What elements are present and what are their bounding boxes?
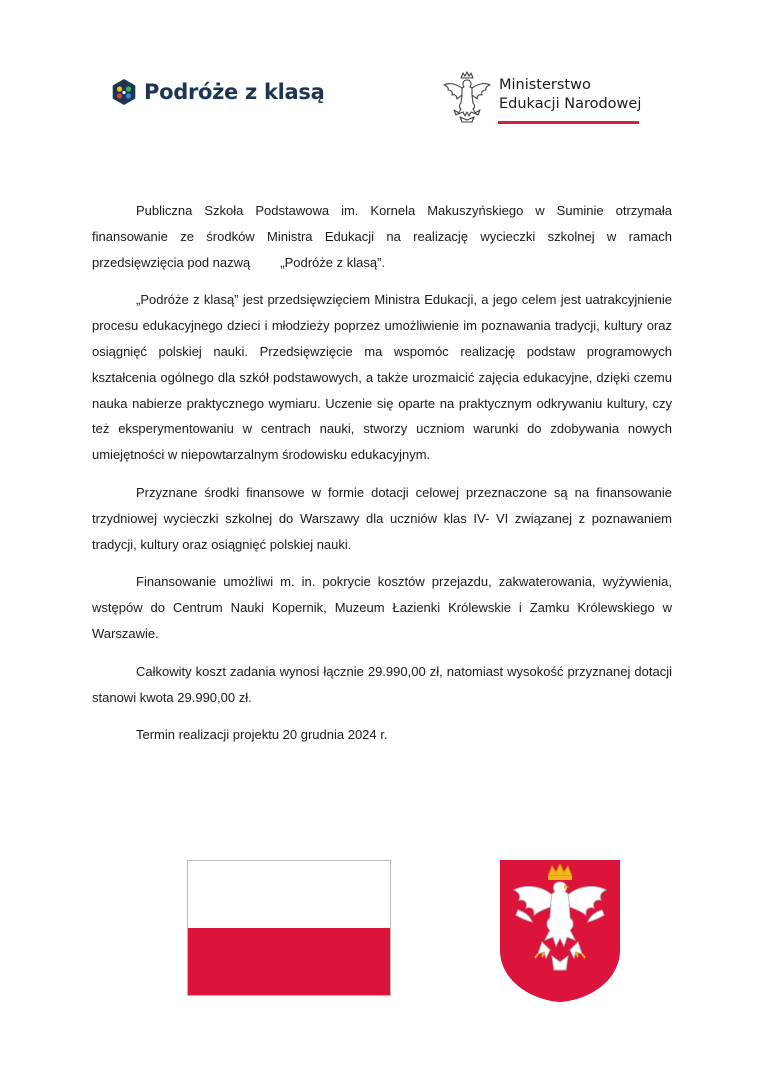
polish-coat-of-arms-icon xyxy=(498,858,622,1004)
paragraph-1-main: Publiczna Szkoła Podstawowa im. Kornela Makuszyńskiego w Suminie otrzymała finansowanie ze środków Ministra Edukacji na realizację wycieczki szkolnej w ramach przedsięwzięcia pod nazwą xyxy=(92,203,672,270)
paragraph-3: Przyznane środki finansowe w formie dotacji celowej przeznaczone są na finansowanie trzydniowej wycieczki szkolnej do Warszawy dla uczniów klas IV- VI związanej z poznawaniem tradycji, kultury oraz osiągnięć polskiej nauki. xyxy=(92,484,672,552)
paragraph-2: „Podróże z klasą” jest przedsięwzięciem Ministra Edukacji, a jego celem jest uatrakcyjnienie procesu edukacyjnego dzieci i młodzieży poprzez umożliwienie im poznawania tradycji, kultury oraz osiągnięć polskiej nauki. Przedsięwzięcie ma wspomóc realizację podstaw programowych kształcenia ogólnego dla szkół podstawowych, a także urozmaicić zajęcia edukacyjne, dzięki czemu nauka nabierze praktycznego wymiaru. Uczenie się oparte na praktycznym odkrywaniu kultury, czy też eksperymentowaniu w centrach nauki, stworzy uczniom warunki do zdobywania nowych umiejętności w niepowtarzalnym środowisku edukacyjnym. xyxy=(92,292,672,463)
paragraph-4: Finansowanie umożliwi m. in. pokrycie kosztów przejazdu, zakwaterowania, wyżywienia, wstępów do Centrum Nauki Kopernik, Muzeum Łazienki Królewskie i Zamku Królewskiego w Warszawie. xyxy=(92,574,672,641)
ministry-name xyxy=(499,76,641,114)
ministry-logo xyxy=(441,70,641,124)
paragraph-5: Całkowity koszt zadania wynosi łącznie 29.990,00 zł, natomiast wysokość przyznanej dotacji stanowi kwota 29.990,00 zł. xyxy=(92,663,672,705)
polish-flag xyxy=(187,860,391,996)
podroze-z-klasa-logo-icon xyxy=(110,78,138,106)
white-eagle-icon xyxy=(441,70,493,124)
paragraph-1 xyxy=(92,198,672,275)
podroze-z-klasa-logo xyxy=(110,78,324,106)
flag-red-stripe xyxy=(188,928,390,995)
document-body xyxy=(92,198,672,760)
ministry-name-line2: Edukacji Narodowej xyxy=(499,96,642,112)
paragraph-1-tail: „Podróże z klasą”. xyxy=(280,254,386,270)
paragraph-6: Termin realizacji projektu 20 grudnia 2024 r. xyxy=(136,727,388,743)
logo-left-text: Podróże z klasą xyxy=(144,80,325,104)
ministry-name-line1: Ministerstwo xyxy=(499,77,591,93)
flag-white-stripe xyxy=(188,861,390,928)
ministry-red-bar xyxy=(498,121,639,124)
